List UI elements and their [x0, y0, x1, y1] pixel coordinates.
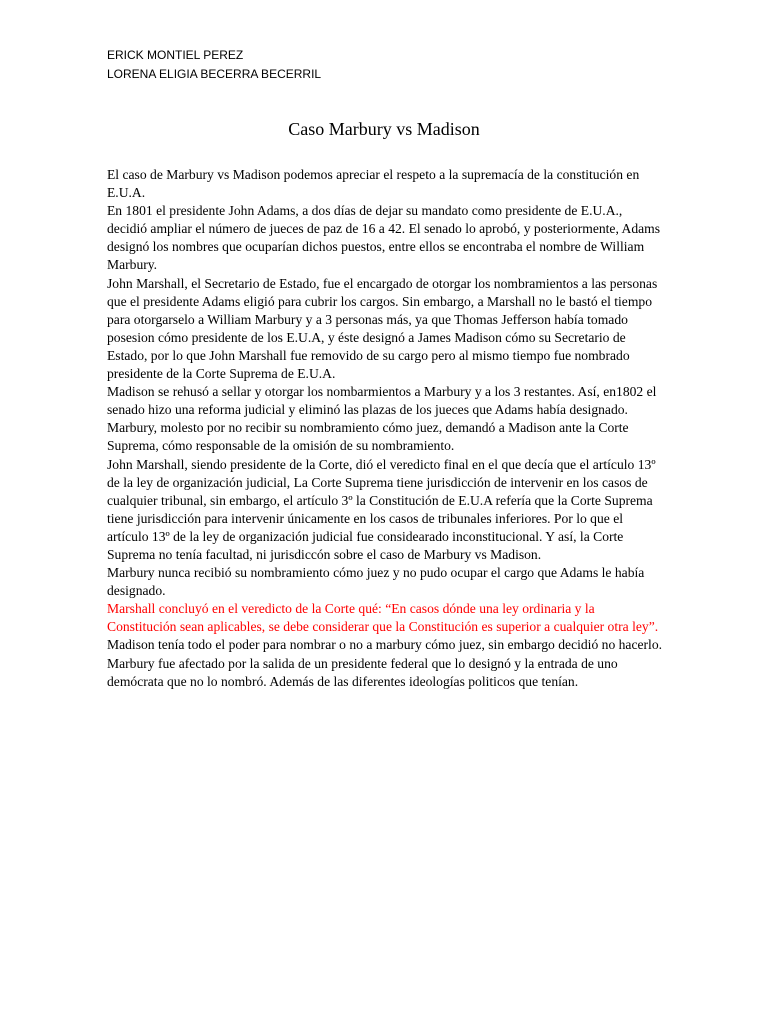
body-paragraph: Marbury nunca recibió su nombramiento cómo juez y no pudo ocupar el cargo que Adams le había designado.: [107, 565, 645, 599]
author-list: [107, 46, 321, 84]
author-name: LORENA ELIGIA BECERRA BECERRIL: [107, 67, 322, 81]
author-name: ERICK MONTIEL PEREZ: [107, 48, 244, 62]
body-paragraph: John Marshall, el Secretario de Estado, fue el encargado de otorgar los nombramientos a las personas que el presidente Adams eligió para cubrir los cargos. Sin embargo, a Marshall no le bastó el tiempo para otorgarselo a William Marbury y a 3 personas más, ya que Thomas Jefferson había tomado posesion cómo presidente de los E.U.A, y éste designó a James Madison cómo su Secretario de Estado, por lo que John Marshall fue removido de su cargo pero al mismo tiempo fue nombrado presidente de la Corte Suprema de E.U.A.: [107, 275, 658, 382]
document-body: [107, 166, 663, 691]
body-paragraph: Marbury, molesto por no recibir su nombramiento cómo juez, demandó a Madison ante la Corte Suprema, cómo responsable de la omisión de su nombramiento.: [107, 420, 629, 454]
document-title: Caso Marbury vs Madison: [288, 119, 480, 139]
body-paragraph: En 1801 el presidente John Adams, a dos días de dejar su mandato como presidente de E.U.A., decidió ampliar el número de jueces de paz de 16 a 42. El senado lo aprobó, y posteriormente, Adams designó los nombres que ocuparían dichos puestos, entre ellos se encontraba el nombre de William Marbury.: [107, 203, 661, 273]
body-paragraph: Madison se rehusó a sellar y otorgar los nombarmientos a Marbury y a los 3 restantes. Así, en1802 el senado hizo una reforma judicial y eliminó las plazas de los jueces que Adams había designado.: [107, 384, 657, 418]
highlighted-quote-paragraph: Marshall concluyó en el veredicto de la Corte qué: “En casos dónde una ley ordinaria y la Constitución sean aplicables, se debe considerar que la Constitución es superior a cualquier otra ley”.: [107, 601, 659, 635]
body-paragraph: John Marshall, siendo presidente de la Corte, dió el veredicto final en el que decía que el artículo 13º de la ley de organización judicial, La Corte Suprema tiene jurisdicción de intervenir en los casos de cualquier tribunal, sin embargo, el artículo 3º la Constitución de E.U.A refería que la Corte Suprema tiene jurisdicción para intervenir únicamente en los casos de tribunales inferiores. Por lo que el artículo 13º de la ley de organización judicial fue considearado inconstitucional. Y así, la Corte Suprema no tenía facultad, ni jurisdiccón sobre el caso de Marbury vs Madison.: [107, 456, 656, 562]
body-paragraph: Madison tenía todo el poder para nombrar o no a marbury cómo juez, sin embargo decidió no hacerlo. Marbury fue afectado por la salida de un presidente federal que lo designó y la entrada de uno demócrata que no lo nombró. Además de las diferentes ideologías politicos que tenían.: [107, 637, 663, 689]
body-paragraph: El caso de Marbury vs Madison podemos apreciar el respeto a la supremacía de la constitución en E.U.A.: [107, 167, 640, 201]
